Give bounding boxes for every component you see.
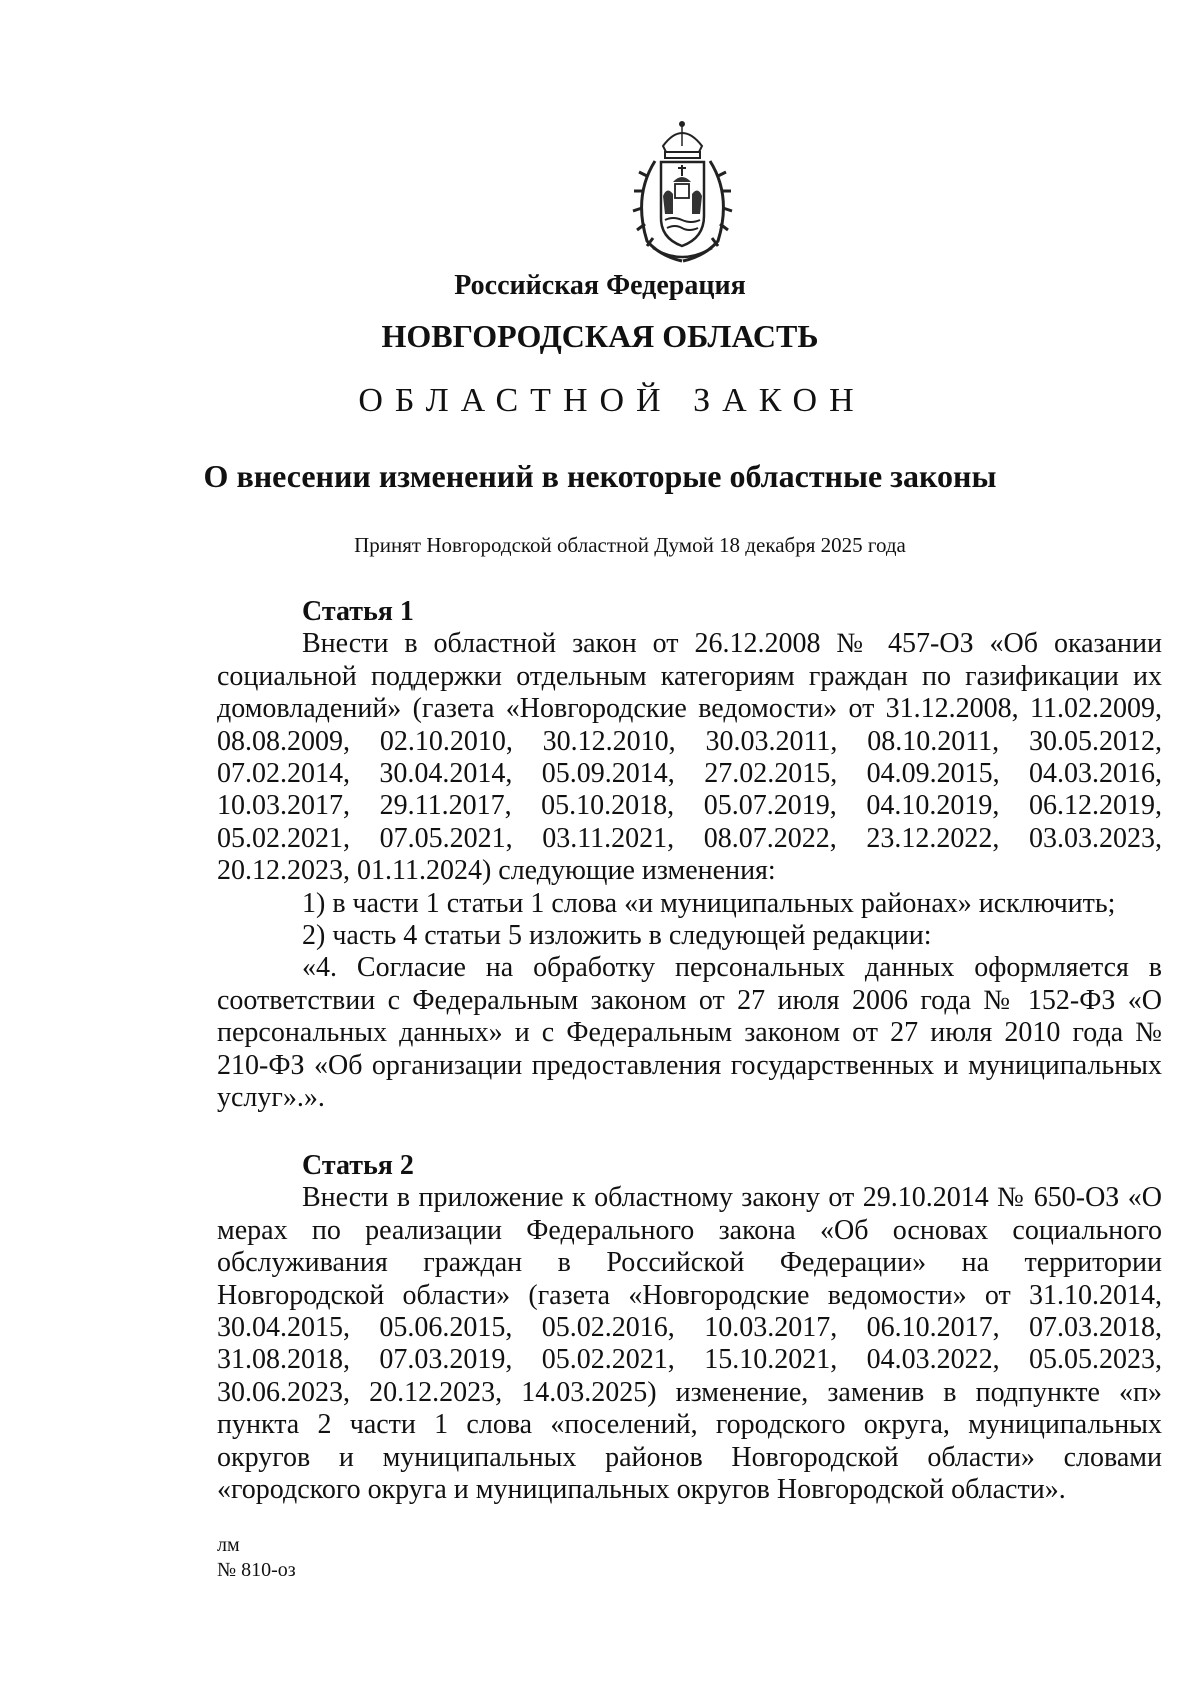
article-1-intro: Внести в областной закон от 26.12.2008 № 457-ОЗ «Об оказании социальной поддержки отдельным категориям граждан по газификации их домовладений» (газета «Новгородские ведомости» от 31.12.2008, 11.02.2009, 08.08.2009, 02.10.2010, 30.12.2010, 30.03.2011, 08.10.2011, 30.05.2012, 07.02.2014, 30.04.2014, 05.09.2014, 27.02.2015, 04.09.2015, 04.03.2016, 10.03.2017, 29.11.2017, 05.10.2018, 05.07.2019, 04.10.2019, 06.12.2019, 05.02.2021, 07.05.2021, 03.11.2021, 08.07.2022, 23.12.2022, 03.03.2023, 20.12.2023, 01.11.2024) следующие изменения:	[217, 628, 1162, 887]
footer-initials: лм	[217, 1534, 240, 1556]
country-heading: Российская Федерация	[454, 270, 746, 301]
document-footer	[217, 1533, 296, 1583]
article-1-heading: Статья 1	[302, 596, 414, 627]
article-2-text: Внести в приложение к областному закону от 29.10.2014 № 650-ОЗ «О мерах по реализации Федерального закона «Об основах социального обслуживания граждан в Российской Федерации» на территории Новгородской области» (газета «Новгородские ведомости» от 31.10.2014, 30.04.2015, 05.06.2015, 05.02.2016, 10.03.2017, 06.10.2017, 07.03.2018, 31.08.2018, 07.03.2019, 05.02.2021, 15.10.2021, 04.03.2022, 05.05.2023, 30.06.2023, 20.12.2023, 14.03.2025) изменение, заменив в подпункте «п» пункта 2 части 1 слова «поселений, городского округа, муниципальных округов и муниципальных районов Новгородской области» словами «городского округа и муниципальных округов Новгородской области».	[217, 1182, 1162, 1506]
article-2	[217, 1150, 1162, 1506]
article-1-item-1: 1) в части 1 статьи 1 слова «и муниципальных районах» исключить;	[302, 887, 1116, 919]
law-title: О внесении изменений в некоторые областные законы	[203, 458, 997, 494]
article-1-item-2: 2) часть 4 статьи 5 изложить в следующей редакции:	[302, 920, 932, 952]
article-1-quote: «4. Согласие на обработку персональных данных оформляется в соответствии с Федеральным законом от 27 июля 2006 года № 152-ФЗ «О персональных данных» и с Федеральным законом от 27 июля 2010 года № 210-ФЗ «Об организации предоставления государственных и муниципальных услуг».».	[217, 952, 1162, 1114]
region-heading: НОВГОРОДСКАЯ ОБЛАСТЬ	[381, 318, 819, 354]
article-2-heading: Статья 2	[302, 1150, 414, 1181]
adoption-line: Принят Новгородской областной Думой 18 декабря 2025 года	[354, 533, 906, 557]
footer-number: № 810-оз	[217, 1559, 296, 1581]
coat-of-arms-icon	[625, 116, 740, 266]
document-type-heading: ОБЛАСТНОЙ ЗАКОН	[358, 382, 866, 419]
article-1	[217, 596, 1162, 1115]
